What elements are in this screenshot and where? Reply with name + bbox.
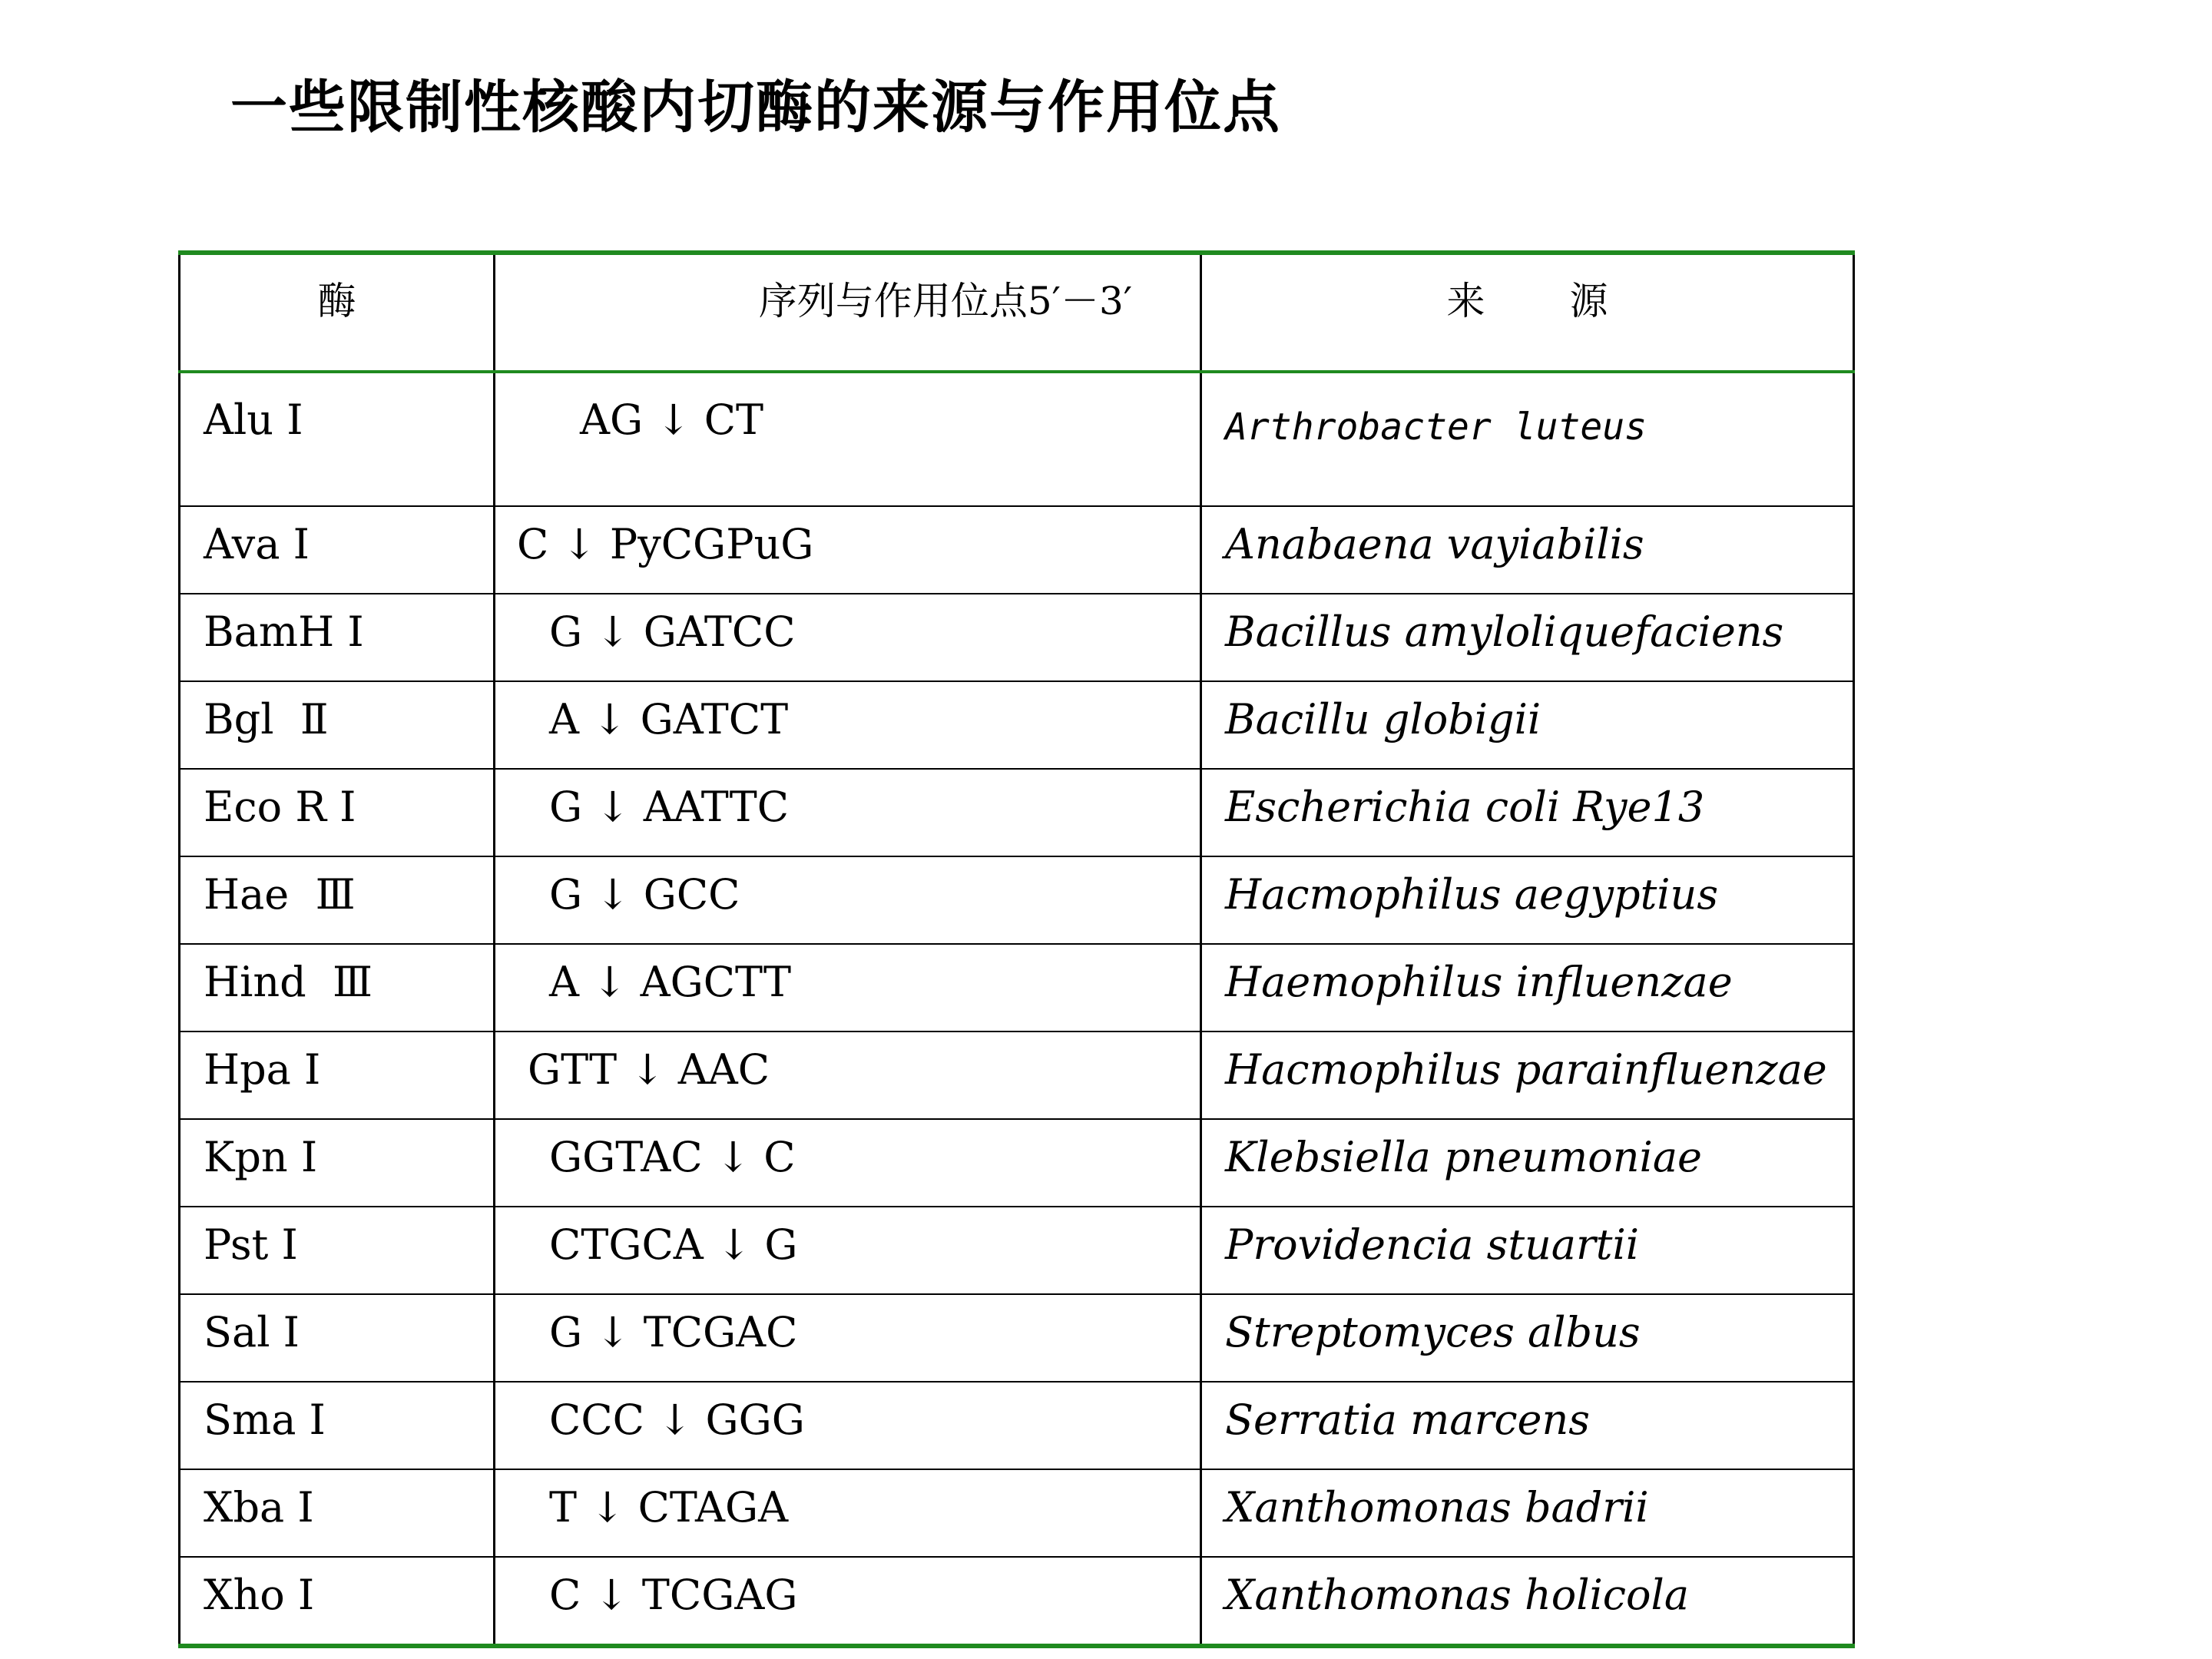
header-sequence-direction: 5′－3′	[1027, 279, 1133, 323]
sequence-cell	[495, 1031, 1201, 1119]
source-organism: Bacillu globigii	[1225, 695, 1541, 743]
header-sequence-label: 序列与作用位点	[758, 279, 1028, 323]
enzyme-name: Xho Ⅰ	[204, 1571, 315, 1619]
sequence-text: G ↓ GCC	[549, 870, 740, 919]
source-organism: Serratia marcens	[1225, 1396, 1591, 1444]
enzyme-cell	[180, 1557, 495, 1646]
sequence-text: CCC ↓ GGG	[549, 1396, 805, 1444]
sequence-cell	[495, 769, 1201, 856]
sequence-text: CTGCA ↓ G	[549, 1220, 798, 1269]
source-cell	[1201, 856, 1854, 944]
sequence-cell	[495, 1294, 1201, 1382]
enzyme-cell	[180, 1294, 495, 1382]
sequence-text: GGTAC ↓ C	[549, 1133, 796, 1181]
source-cell	[1201, 506, 1854, 594]
table-row	[180, 594, 1854, 681]
table-row	[180, 1469, 1854, 1557]
enzyme-cell	[180, 1469, 495, 1557]
enzyme-cell	[180, 769, 495, 856]
sequence-text: C ↓ PyCGPuG	[517, 520, 814, 568]
source-cell	[1201, 1557, 1854, 1646]
table-row	[180, 372, 1854, 506]
table-row	[180, 1382, 1854, 1469]
enzyme-name: Kpn Ⅰ	[204, 1133, 318, 1181]
source-cell	[1201, 1469, 1854, 1557]
sequence-text: A ↓ GATCT	[549, 695, 789, 743]
page-title: 一些限制性核酸内切酶的来源与作用位点	[230, 75, 1281, 141]
table-row	[180, 1557, 1854, 1646]
enzyme-name: Hind Ⅲ	[204, 958, 373, 1006]
enzyme-cell	[180, 856, 495, 944]
enzyme-cell	[180, 1207, 495, 1294]
table-row	[180, 506, 1854, 594]
sequence-text: AG ↓ CT	[580, 396, 764, 444]
sequence-text: G ↓ GATCC	[549, 608, 796, 656]
sequence-cell	[495, 506, 1201, 594]
sequence-cell	[495, 1382, 1201, 1469]
enzyme-name: Pst Ⅰ	[204, 1220, 298, 1269]
source-organism: Haemophilus influenzae	[1225, 958, 1733, 1006]
sequence-cell	[495, 681, 1201, 769]
source-organism: Anabaena vayiabilis	[1225, 520, 1644, 568]
enzyme-cell	[180, 372, 495, 506]
enzyme-name: Hae Ⅲ	[204, 870, 356, 919]
table-row	[180, 1294, 1854, 1382]
header-source-label-b: 源	[1569, 279, 1608, 323]
source-organism: Providencia stuartii	[1225, 1220, 1640, 1269]
source-cell	[1201, 944, 1854, 1031]
source-cell	[1201, 1207, 1854, 1294]
enzyme-name: Bgl Ⅱ	[204, 695, 329, 743]
enzyme-cell	[180, 681, 495, 769]
enzyme-cell	[180, 1031, 495, 1119]
sequence-text: G ↓ TCGAC	[549, 1308, 798, 1356]
source-cell	[1201, 1031, 1854, 1119]
header-enzyme-label: 酶	[317, 279, 356, 323]
sequence-cell	[495, 1557, 1201, 1646]
source-organism: Escherichia coli Rye13	[1225, 783, 1705, 831]
header-source-label-a: 来	[1446, 279, 1485, 323]
header-sequence	[495, 253, 1201, 372]
source-organism: Hacmophilus parainfluenzae	[1225, 1045, 1827, 1094]
sequence-cell	[495, 594, 1201, 681]
enzyme-table	[178, 250, 1855, 1648]
sequence-text: C ↓ TCGAG	[549, 1571, 798, 1619]
table-header-row	[180, 253, 1854, 372]
source-cell	[1201, 681, 1854, 769]
sequence-text: GTT ↓ AAC	[528, 1045, 770, 1094]
table-row	[180, 944, 1854, 1031]
sequence-cell	[495, 1119, 1201, 1207]
source-organism: Hacmophilus aegyptius	[1225, 870, 1719, 919]
source-cell	[1201, 769, 1854, 856]
table-row	[180, 769, 1854, 856]
source-cell	[1201, 1119, 1854, 1207]
enzyme-name: Xba Ⅰ	[204, 1483, 314, 1532]
enzyme-name: Eco R Ⅰ	[204, 783, 356, 831]
header-source	[1201, 253, 1854, 372]
enzyme-cell	[180, 506, 495, 594]
source-organism: Streptomyces albus	[1225, 1308, 1641, 1356]
enzyme-name: Alu Ⅰ	[204, 396, 303, 444]
enzyme-cell	[180, 944, 495, 1031]
source-organism: Xanthomonas badrii	[1225, 1483, 1649, 1532]
sequence-cell	[495, 944, 1201, 1031]
sequence-text: G ↓ AATTC	[549, 783, 790, 831]
enzyme-cell	[180, 1119, 495, 1207]
sequence-cell	[495, 372, 1201, 506]
sequence-text: A ↓ AGCTT	[549, 958, 792, 1006]
table-row	[180, 1119, 1854, 1207]
sequence-cell	[495, 856, 1201, 944]
sequence-cell	[495, 1469, 1201, 1557]
enzyme-cell	[180, 1382, 495, 1469]
enzyme-name: Sma Ⅰ	[204, 1396, 326, 1444]
sequence-text: T ↓ CTAGA	[549, 1483, 789, 1532]
source-organism: Arthrobacter luteus	[1225, 406, 1647, 449]
source-cell	[1201, 594, 1854, 681]
source-cell	[1201, 1294, 1854, 1382]
table-row	[180, 856, 1854, 944]
enzyme-name: Sal Ⅰ	[204, 1308, 300, 1356]
source-cell	[1201, 1382, 1854, 1469]
enzyme-name: BamH Ⅰ	[204, 608, 364, 656]
enzyme-name: Ava Ⅰ	[204, 520, 310, 568]
enzyme-name: Hpa Ⅰ	[204, 1045, 321, 1094]
source-cell	[1201, 372, 1854, 506]
source-organism: Bacillus amyloliquefaciens	[1225, 608, 1784, 656]
enzyme-cell	[180, 594, 495, 681]
table-row	[180, 1207, 1854, 1294]
source-organism: Klebsiella pneumoniae	[1225, 1133, 1702, 1181]
table-row	[180, 681, 1854, 769]
sequence-cell	[495, 1207, 1201, 1294]
source-organism: Xanthomonas holicola	[1225, 1571, 1690, 1619]
header-enzyme	[180, 253, 495, 372]
table-row	[180, 1031, 1854, 1119]
